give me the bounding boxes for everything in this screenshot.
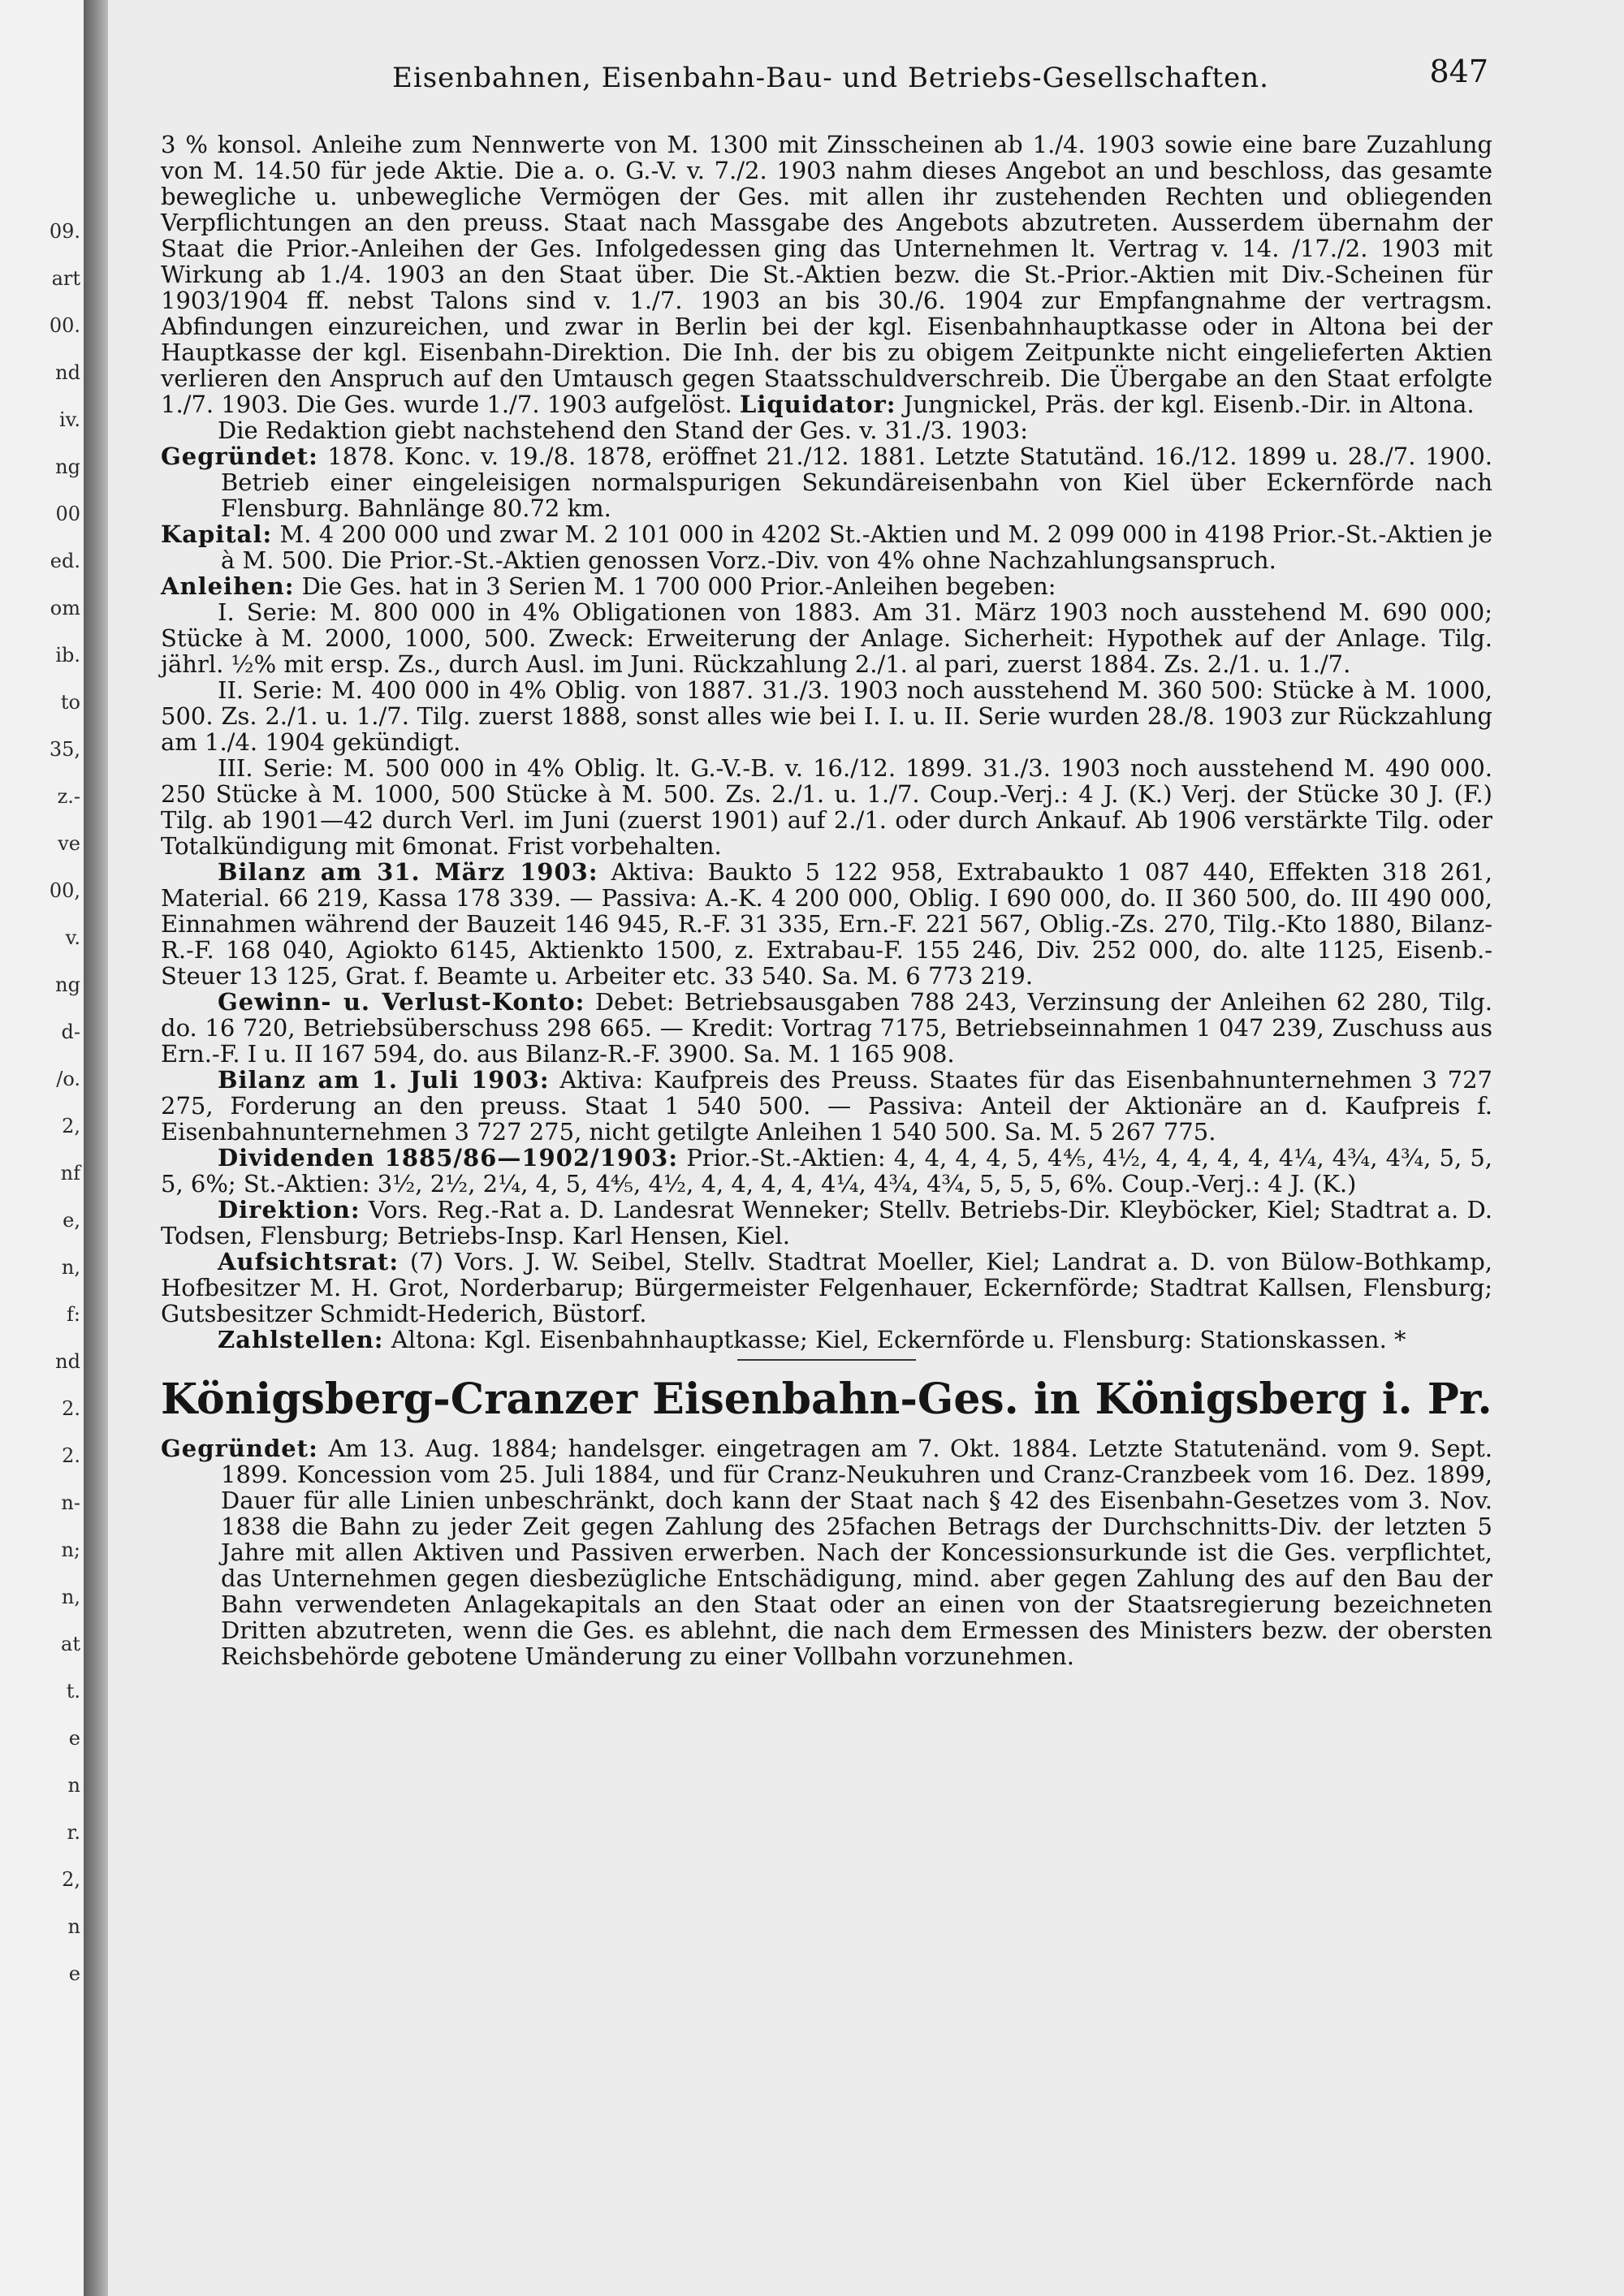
company-heading: Königsberg-Cranzer Eisenbahn-Ges. in Königsberg i. Pr. <box>161 1375 1492 1424</box>
gegruendet-section <box>161 443 1492 521</box>
margin-fragment: 2, <box>62 1868 80 1891</box>
bilanz-1903-section <box>161 859 1492 989</box>
book-gutter <box>84 0 108 2296</box>
anleihen-serie-2: II. Serie: M. 400 000 in 4% Oblig. von 1887. 31./3. 1903 noch ausstehend M. 360 500: Stücke à M. 1000, 500. Zs. 2./1. u. 1./7. Tilg. zuerst 1888, sonst alles wie bei I. I. u. II. Serie wurden 28./8. 1903 zur Rückzahlung am 1./4. 1904 gekündigt. <box>161 676 1492 756</box>
margin-fragment: 2, <box>62 1115 80 1137</box>
margin-fragment: n <box>67 1915 80 1938</box>
margin-fragment: 2. <box>62 1397 80 1420</box>
margin-fragment: iv. <box>58 408 80 431</box>
liquidator-label: Liquidator: <box>739 391 896 418</box>
liquidator-text: Jungnickel, Präs. der kgl. Eisenb.-Dir. in Altona. <box>903 391 1475 418</box>
margin-fragment: 35, <box>49 738 80 761</box>
gewinn-label: Gewinn- u. Verlust-Konto: <box>218 988 585 1016</box>
company2-gegruendet-label: Gegründet: <box>161 1435 318 1462</box>
redaktion-note: Die Redaktion giebt nachstehend den Stand der Ges. v. 31./3. 1903: <box>218 416 1029 444</box>
margin-fragment: e <box>68 1727 80 1750</box>
intro-paragraph <box>161 132 1492 417</box>
company2-gegruendet-section <box>161 1435 1492 1669</box>
intro-text: 3 % konsol. Anleihe zum Nennwerte von M. 1300 mit Zinsscheinen ab 1./4. 1903 sowie eine bare Zuzahlung von M. 14.50 für jede Aktie. Die a. o. G.-V. v. 7./2. 1903 nahm dieses Angebot an und beschloss, das gesamte bewegliche u. unbewegliche Vermögen der Ges. mit allen ihr zustehenden Rechten und obliegenden Verpflichtungen an den preuss. Staat nach Massgabe des Angebots abzutreten. Ausserdem übernahm der Staat die Prior.-Anleihen der Ges. Infolgedessen ging das Unternehmen lt. Vertrag v. 14. /17./2. 1903 mit Wirkung ab 1./4. 1903 an den Staat über. Die St.-Aktien bezw. die St.-Prior.-Aktien mit Div.-Scheinen für 1903/1904 ff. nebst Talons sind v. 1./7. 1903 an bis 30./6. 1904 zur Empfangnahme der vertragsm. Abfindungen einzureichen, und zwar in Berlin bei der kgl. Eisenbahnhauptkasse oder in Altona bei der Hauptkasse der kgl. Eisenbahn-Direktion. Die Inh. der bis zu obigem Zeitpunkte nicht eingelieferten Aktien verlieren den Anspruch auf den Umtausch gegen Staatsschuldverschreib. Die Übergabe an den Staat erfolgte 1./7. 1903. Die Ges. wurde 1./7. 1903 aufgelöst. <box>161 131 1492 418</box>
margin-fragment: f: <box>67 1303 80 1326</box>
gewinn-section <box>161 989 1492 1067</box>
margin-fragment: n- <box>61 1491 80 1514</box>
margin-fragment: e, <box>63 1209 80 1232</box>
margin-fragment: nd <box>55 1350 80 1373</box>
margin-fragment: d- <box>61 1021 80 1043</box>
anleihen-section <box>161 573 1492 599</box>
zahlstellen-label: Zahlstellen: <box>218 1326 384 1353</box>
margin-fragment: n, <box>61 1256 80 1279</box>
margin-fragment: 09. <box>49 220 80 243</box>
margin-fragment: 00. <box>49 314 80 337</box>
bilanz-juli-section <box>161 1067 1492 1145</box>
margin-fragment: t. <box>66 1680 80 1703</box>
anleihen-text: Die Ges. hat in 3 Serien M. 1 700 000 Prior.-Anleihen begeben: <box>301 572 1056 600</box>
anleihen-serie-3: III. Serie: M. 500 000 in 4% Oblig. lt. G.-V.-B. v. 16./12. 1899. 31./3. 1903 noch ausstehend M. 490 000. 250 Stücke à M. 1000, 500 Stücke à M. 500. Zs. 2./1. u. 1./7. Coup.-Verj.: 4 J. (K.) Verj. der Stücke 30 J. (F.) Tilg. ab 1901—42 durch Verl. im Juni (zuerst 1901) auf 2./1. oder durch Ankauf. Ab 1906 verstärkte Tilg. oder Totalkündigung mit 6monat. Frist vorbehalten. <box>161 754 1492 860</box>
margin-fragment: n, <box>61 1586 80 1608</box>
direktion-label: Direktion: <box>218 1196 361 1224</box>
zahlstellen-section <box>161 1327 1492 1353</box>
page-number: 847 <box>1429 54 1488 89</box>
section-divider <box>737 1359 916 1361</box>
kapital-text: M. 4 200 000 und zwar M. 2 101 000 in 4202 St.-Aktien und M. 2 099 000 in 4198 Prior.-St.-Aktien je à M. 500. Die Prior.-St.-Aktien genossen Vorz.-Div. von 4% ohne Nachzahlungsanspruch. <box>221 520 1492 574</box>
margin-fragment: ng <box>55 973 80 996</box>
anleihen-serie-1: I. Serie: M. 800 000 in 4% Obligationen von 1883. Am 31. März 1903 noch ausstehend M. 690 000; Stücke à M. 2000, 1000, 500. Zweck: Erweiterung der Anlage. Sicherheit: Hypothek auf der Anlage. Tilg. jährl. ½% mit ersp. Zs., durch Ausl. im Juni. Rückzahlung 2./1. al pari, zuerst 1884. Zs. 2./1. u. 1./7. <box>161 598 1492 678</box>
margin-fragment: ng <box>55 455 80 478</box>
margin-fragment: at <box>61 1633 80 1655</box>
kapital-section <box>161 521 1492 573</box>
anleihen-label: Anleihen: <box>161 572 295 600</box>
page-content <box>161 132 1492 1669</box>
gewinn-text: Debet: Betriebsausgaben 788 243, Verzinsung der Anleihen 62 280, Tilg. do. 16 720, Betriebsüberschuss 298 665. — Kredit: Vortrag 7175, Betriebseinnahmen 1 047 239, Zuschuss aus Ern.-F. I u. II 167 594, do. aus Bilanz-R.-F. 3900. Sa. M. 1 165 908. <box>161 988 1493 1068</box>
margin-fragment: ed. <box>50 550 80 572</box>
zahlstellen-text: Altona: Kgl. Eisenbahnhauptkasse; Kiel, Eckernförde u. Flensburg: Stationskassen. * <box>391 1326 1406 1353</box>
direktion-text: Vors. Reg.-Rat a. D. Landesrat Wenneker; Stellv. Betriebs-Dir. Kleyböcker, Kiel; Stadtrat a. D. Todsen, Flensburg; Betriebs-Insp. Karl Hensen, Kiel. <box>161 1196 1492 1249</box>
margin-fragment: art <box>51 267 80 290</box>
page-header <box>287 54 1488 102</box>
kapital-label: Kapital: <box>161 520 273 548</box>
margin-fragment: 00 <box>55 503 80 525</box>
aufsichtsrat-label: Aufsichtsrat: <box>218 1248 400 1275</box>
margin-fragment: n; <box>61 1539 80 1561</box>
margin-fragment: nf <box>60 1162 80 1185</box>
adjacent-page-margin <box>0 0 84 2296</box>
margin-fragment: om <box>50 597 80 619</box>
running-title: Eisenbahnen, Eisenbahn-Bau- und Betriebs-Gesellschaften. <box>392 62 1269 94</box>
margin-fragment: /o. <box>56 1068 80 1090</box>
margin-fragment: 00, <box>49 879 80 902</box>
margin-fragment: n <box>67 1774 80 1797</box>
margin-fragment: z.- <box>57 785 80 808</box>
margin-fragment: v. <box>65 926 80 949</box>
dividenden-label: Dividenden 1885/86—1902/1903: <box>218 1144 679 1172</box>
margin-fragment: to <box>60 691 80 714</box>
dividenden-text: Prior.-St.-Aktien: 4, 4, 4, 4, 5, 4⅘, 4½, 4, 4, 4, 4, 4¼, 4¾, 4¾, 5, 5, 5, 6%; St.-Aktien: 3½, 2½, 2¼, 4, 5, 4⅘, 4½, 4, 4, 4, 4, 4¼, 4¾, 4¾, 5, 5, 5, 6%. Coup.-Verj.: 4 J. (K.) <box>161 1144 1492 1198</box>
bilanz-1903-label: Bilanz am 31. März 1903: <box>218 858 598 886</box>
gegruendet-label: Gegründet: <box>161 442 318 470</box>
margin-fragment: ve <box>58 832 80 855</box>
gegruendet-text: 1878. Konc. v. 19./8. 1878, eröffnet 21./12. 1881. Letzte Statutänd. 16./12. 1899 u. 28./7. 1900. Betrieb einer eingeleisigen normalspurigen Sekundäreisenbahn von Kiel über Eckernförde nach Flensburg. Bahnlänge 80.72 km. <box>221 442 1492 522</box>
aufsichtsrat-section <box>161 1249 1492 1327</box>
company2-gegruendet-text: Am 13. Aug. 1884; handelsger. eingetragen am 7. Okt. 1884. Letzte Statutenänd. vom 9. Sept. 1899. Koncession vom 25. Juli 1884, und für Cranz-Neukuhren und Cranz-Cranzbeek vom 16. Dez. 1899, Dauer für alle Linien unbeschränkt, doch kann der Staat nach § 42 des Eisenbahn-Gesetzes vom 3. Nov. 1838 die Bahn zu jeder Zeit gegen Zahlung des 25fachen Betrags der Durchschnitts-Div. der letzten 5 Jahre mit allen Aktiven und Passiven erwerben. Nach der Koncessionsurkunde ist die Ges. verpflichtet, das Unternehmen gegen diesbezügliche Entschädigung, mind. aber gegen Zahlung des auf den Bau der Bahn verwendeten Anlagekapitals an den Staat oder an einen von der Staatsregierung bezeichneten Dritten abzutreten, wenn die Ges. es ablehnt, die nach dem Ermessen des Ministers bezw. der obersten Reichsbehörde gebotene Umänderung zu einer Vollbahn vorzunehmen. <box>221 1435 1492 1670</box>
bilanz-1903-text: Aktiva: Baukto 5 122 958, Extrabaukto 1 087 440, Effekten 318 261, Material. 66 219, Kassa 178 339. — Passiva: A.-K. 4 200 000, Oblig. I 690 000, do. II 360 500, do. III 490 000, Einnahmen während der Bauzeit 146 945, R.-F. 31 335, Ern.-F. 221 567, Oblig.-Zs. 270, Tilg.-Kto 1880, Bilanz-R.-F. 168 040, Agiokto 6145, Aktienkto 1500, z. Extrabau-F. 155 246, Div. 252 000, do. alte 1125, Eisenb.-Steuer 13 125, Grat. f. Beamte u. Arbeiter etc. 33 540. Sa. M. 6 773 219. <box>161 858 1493 990</box>
bilanz-juli-text: Aktiva: Kaufpreis des Preuss. Staates für das Eisenbahnunternehmen 3 727 275, Forderung an den preuss. Staat 1 540 500. — Passiva: Anteil der Aktionäre an d. Kaufpreis f. Eisenbahnunternehmen 3 727 275, nicht getilgte Anleihen 1 540 500. Sa. M. 5 267 775. <box>161 1066 1492 1146</box>
direktion-section <box>161 1197 1492 1249</box>
aufsichtsrat-text: (7) Vors. J. W. Seibel, Stellv. Stadtrat Moeller, Kiel; Landrat a. D. von Bülow-Bothkamp, Hofbesitzer M. H. Grot, Norderbarup; Bürgermeister Felgenhauer, Eckernförde; Stadtrat Kallsen, Flensburg; Gutsbesitzer Schmidt-Hederich, Büstorf. <box>161 1248 1492 1327</box>
margin-fragment: r. <box>67 1821 80 1844</box>
dividenden-section <box>161 1145 1492 1197</box>
bilanz-juli-label: Bilanz am 1. Juli 1903: <box>218 1066 550 1094</box>
margin-fragment: nd <box>55 361 80 384</box>
margin-fragment: 2. <box>62 1444 80 1467</box>
margin-fragment: ib. <box>55 644 80 667</box>
margin-fragment: e <box>68 1962 80 1985</box>
